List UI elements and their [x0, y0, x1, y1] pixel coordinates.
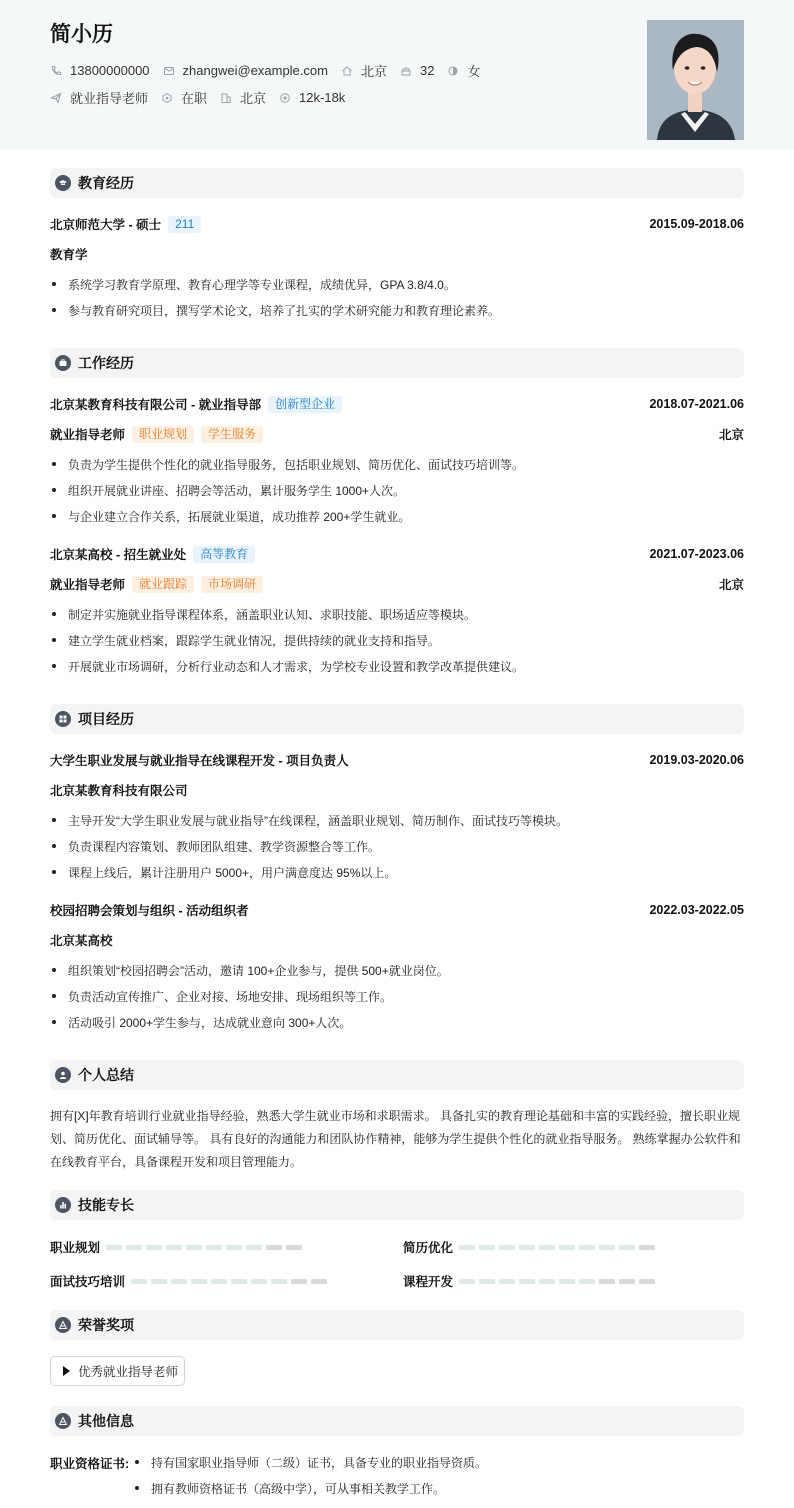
skill-segment-filled — [459, 1245, 475, 1250]
work-period: 2018.07-2021.06 — [649, 397, 744, 411]
project-period: 2022.03-2022.05 — [649, 903, 744, 917]
role-tag: 学生服务 — [201, 426, 263, 443]
building-icon — [220, 92, 232, 104]
role-tag: 市场调研 — [201, 576, 263, 593]
work-section-header — [50, 348, 744, 378]
skill-segment-filled — [499, 1245, 515, 1250]
project-section-header — [50, 704, 744, 734]
list-item: 活动吸引 2000+学生参与，达成就业意向 300+人次。 — [50, 1014, 744, 1030]
grid-icon — [55, 711, 71, 727]
location-text: 北京 — [360, 64, 387, 79]
work-entry-header — [50, 395, 744, 413]
graduation-cap-icon — [55, 175, 71, 191]
list-item: 课程上线后，累计注册用户 5000+，用户满意度达 95%以上。 — [50, 864, 744, 880]
list-item: 建立学生就业档案，跟踪学生就业情况，提供持续的就业支持和指导。 — [50, 632, 744, 648]
email-info — [163, 63, 328, 78]
certificate-label: 职业资格证书: — [50, 1457, 130, 1471]
skill-segment-filled — [619, 1245, 635, 1250]
profile-photo — [647, 20, 744, 140]
skill-segment-filled — [146, 1245, 162, 1250]
skill-item — [50, 1272, 331, 1290]
list-item: 与企业建立合作关系，拓展就业渠道，成功推荐 200+学生就业。 — [50, 508, 744, 524]
section-title: 技能专长 — [78, 1197, 134, 1213]
status-info — [161, 88, 207, 107]
list-item: 系统学习教育学原理、教育心理学等专业课程，成绩优异，GPA 3.8/4.0。 — [50, 276, 744, 292]
gender-icon — [447, 65, 459, 77]
skill-segment-filled — [539, 1279, 555, 1284]
salary-text: 12k-18k — [299, 90, 346, 105]
skill-segment-filled — [459, 1279, 475, 1284]
skill-level-bar — [106, 1245, 306, 1250]
school-name: 北京师范大学 - 硕士 — [50, 218, 162, 232]
skill-segment-filled — [106, 1245, 122, 1250]
home-icon — [341, 65, 353, 77]
phone-info — [50, 63, 150, 78]
skill-segment-filled — [166, 1245, 182, 1250]
skill-segment-empty — [599, 1279, 615, 1284]
list-item: 开展就业市场调研，分析行业动态和人才需求，为学校专业设置和教学改革提供建议。 — [50, 658, 744, 674]
list-item: 负责为学生提供个性化的就业指导服务，包括职业规划、简历优化、面试技巧培训等。 — [50, 456, 744, 472]
skill-segment-filled — [579, 1279, 595, 1284]
skill-segment-filled — [579, 1245, 595, 1250]
role-name: 就业指导老师 — [50, 578, 126, 592]
play-icon — [63, 1366, 70, 1376]
skill-segment-filled — [539, 1245, 555, 1250]
education-period: 2015.09-2018.06 — [649, 217, 744, 231]
major-row — [50, 245, 744, 263]
skill-segment-empty — [286, 1245, 302, 1250]
phone-text: 13800000000 — [70, 63, 150, 78]
work-city: 北京 — [718, 578, 744, 592]
skill-segment-filled — [479, 1245, 495, 1250]
section-title: 其他信息 — [78, 1413, 134, 1429]
gender-info — [447, 61, 480, 80]
mail-icon — [163, 65, 175, 77]
role-tag: 就业跟踪 — [132, 576, 194, 593]
school-tag: 211 — [168, 216, 201, 233]
list-item: 负责活动宣传推广、企业对接、场地安排、现场组织等工作。 — [50, 988, 744, 1004]
status-text: 在职 — [181, 91, 208, 106]
skill-segment-filled — [126, 1245, 142, 1250]
job-intent-row — [50, 88, 358, 107]
skill-item — [403, 1272, 659, 1290]
work-role-row — [50, 575, 744, 593]
work-entry-header — [50, 545, 744, 563]
gender-text: 女 — [467, 64, 481, 79]
company-tag: 高等教育 — [193, 546, 255, 563]
skill-segment-filled — [206, 1245, 222, 1250]
skill-segment-filled — [559, 1279, 575, 1284]
skill-level-bar — [459, 1245, 659, 1250]
education-entry-header — [50, 215, 744, 233]
skill-segment-empty — [619, 1279, 635, 1284]
status-icon — [161, 92, 173, 104]
project-period: 2019.03-2020.06 — [649, 753, 744, 767]
skill-segment-filled — [271, 1279, 287, 1284]
target-city-text: 北京 — [240, 91, 267, 106]
skills-section-header — [50, 1190, 744, 1220]
user-icon — [55, 1067, 71, 1083]
skill-level-bar — [131, 1279, 331, 1284]
work-period: 2021.07-2023.06 — [649, 547, 744, 561]
project-org-row — [50, 781, 744, 799]
project-org: 北京某教育科技有限公司 — [50, 784, 188, 798]
project-title: 大学生职业发展与就业指导在线课程开发 - 项目负责人 — [50, 754, 349, 768]
skill-segment-filled — [131, 1279, 147, 1284]
section-title: 工作经历 — [78, 355, 134, 371]
skill-segment-filled — [519, 1245, 535, 1250]
project-entry-header — [50, 751, 744, 769]
resume-header — [0, 0, 794, 150]
list-item: 拥有教师资格证书（高级中学），可从事相关教学工作。 — [135, 1480, 445, 1496]
skill-name: 课程开发 — [403, 1275, 454, 1289]
section-title: 荣誉奖项 — [78, 1317, 134, 1333]
candidate-name: 简小历 — [50, 23, 113, 46]
contact-row — [50, 61, 493, 80]
work-city: 北京 — [718, 428, 744, 442]
company-name: 北京某高校 - 招生就业处 — [50, 548, 187, 562]
skill-segment-filled — [559, 1245, 575, 1250]
medal-icon — [55, 1317, 71, 1333]
summary-section-header — [50, 1060, 744, 1090]
skill-segment-empty — [291, 1279, 307, 1284]
award-badge — [50, 1356, 185, 1386]
target-job-text: 就业指导老师 — [70, 91, 149, 106]
age-text: 32 — [419, 63, 435, 78]
major: 教育学 — [50, 248, 88, 262]
project-org-row — [50, 931, 744, 949]
target-job-info — [50, 88, 148, 107]
skill-name: 面试技巧培训 — [50, 1275, 126, 1289]
role-tag: 职业规划 — [132, 426, 194, 443]
salary-info — [279, 90, 345, 105]
skill-level-bar — [459, 1279, 659, 1284]
send-icon — [50, 92, 62, 104]
list-item: 主导开发“大学生职业发展与就业指导”在线课程，涵盖职业规划、简历制作、面试技巧等模块。 — [50, 812, 744, 828]
skill-segment-filled — [251, 1279, 267, 1284]
list-item: 组织策划“校园招聘会”活动，邀请 100+企业参与，提供 500+就业岗位。 — [50, 962, 744, 978]
education-section-header — [50, 168, 744, 198]
section-title: 个人总结 — [78, 1067, 134, 1083]
skill-segment-empty — [639, 1279, 655, 1284]
list-item: 负责课程内容策划、教师团队组建、教学资源整合等工作。 — [50, 838, 744, 854]
skill-item — [50, 1238, 306, 1256]
phone-icon — [50, 65, 62, 77]
age-info — [400, 63, 434, 78]
list-item: 参与教育研究项目，撰写学术论文，培养了扎实的学术研究能力和教育理论素养。 — [50, 302, 744, 318]
section-title: 项目经历 — [78, 711, 134, 727]
coin-icon — [279, 92, 291, 104]
company-name: 北京某教育科技有限公司 - 就业指导部 — [50, 398, 262, 412]
skill-segment-empty — [639, 1245, 655, 1250]
location-info — [341, 61, 387, 80]
email-text: zhangwei@example.com — [182, 63, 328, 78]
skill-segment-filled — [191, 1279, 207, 1284]
letter-a-icon — [55, 1413, 71, 1429]
target-city-info — [220, 88, 266, 107]
cake-icon — [400, 65, 412, 77]
skill-segment-filled — [171, 1279, 187, 1284]
skill-segment-filled — [231, 1279, 247, 1284]
role-name: 就业指导老师 — [50, 428, 126, 442]
skill-segment-filled — [599, 1245, 615, 1250]
briefcase-icon — [55, 355, 71, 371]
skill-segment-filled — [519, 1279, 535, 1284]
section-title: 教育经历 — [78, 175, 134, 191]
skill-segment-empty — [311, 1279, 327, 1284]
project-entry-header — [50, 901, 744, 919]
list-item: 制定并实施就业指导课程体系，涵盖职业认知、求职技能、职场适应等模块。 — [50, 606, 744, 622]
list-item: 持有国家职业指导师（二级）证书，具备专业的职业指导资质。 — [135, 1454, 487, 1470]
summary-text: 拥有[X]年教育培训行业就业指导经验，熟悉大学生就业市场和求职需求。 具备扎实的教育理论基础和丰富的实践经验，擅长职业规划、简历优化、面试辅导等。 具有良好的沟通能力和团队协作精神，能够为学生提供个性化的就业指导服务。 熟练掌握办公软件和在线教育平台，具备课程开发和项目管理能力。 — [50, 1109, 741, 1169]
work-role-row — [50, 425, 744, 443]
list-item: 组织开展就业讲座、招聘会等活动，累计服务学生 1000+人次。 — [50, 482, 744, 498]
award-label: 优秀就业指导老师 — [78, 1365, 179, 1379]
skill-segment-filled — [479, 1279, 495, 1284]
project-org: 北京某高校 — [50, 934, 113, 948]
skill-segment-filled — [246, 1245, 262, 1250]
other-section-header — [50, 1406, 744, 1436]
bar-chart-icon — [55, 1197, 71, 1213]
skill-name: 职业规划 — [50, 1241, 101, 1255]
skill-segment-empty — [266, 1245, 282, 1250]
company-tag: 创新型企业 — [268, 396, 342, 413]
awards-section-header — [50, 1310, 744, 1340]
skill-segment-filled — [186, 1245, 202, 1250]
skill-segment-filled — [211, 1279, 227, 1284]
skill-segment-filled — [499, 1279, 515, 1284]
skill-item — [403, 1238, 659, 1256]
skill-segment-filled — [151, 1279, 167, 1284]
project-title: 校园招聘会策划与组织 - 活动组织者 — [50, 904, 249, 918]
skill-name: 简历优化 — [403, 1241, 454, 1255]
skill-segment-filled — [226, 1245, 242, 1250]
